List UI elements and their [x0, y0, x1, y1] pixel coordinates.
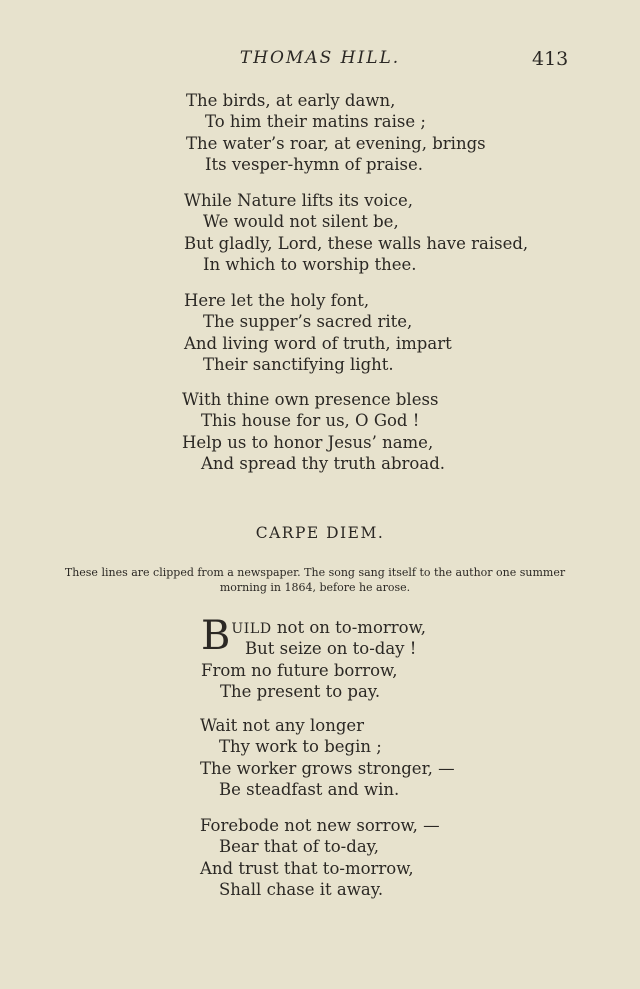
- small-caps-word: UILD: [231, 621, 272, 637]
- running-head: THOMAS HILL.: [239, 48, 401, 68]
- drop-cap: B: [201, 613, 231, 659]
- hymn-stanza-1: [186, 90, 486, 176]
- verse-line: Shall chase it away.: [219, 880, 384, 900]
- verse-line: From no future borrow,: [201, 660, 398, 680]
- carpe-stanza-1: [201, 613, 426, 703]
- verse-line: And living word of truth, impart: [184, 333, 452, 353]
- verse-line: The water’s roar, at evening, brings: [186, 133, 486, 153]
- verse-line: We would not silent be,: [203, 212, 399, 232]
- hymn-stanza-2: [184, 190, 528, 276]
- verse-line: The worker grows stronger, —: [200, 758, 455, 778]
- verse-line: The present to pay.: [220, 682, 381, 702]
- verse-line: Here let the holy font,: [184, 291, 370, 310]
- verse-line: But seize on to-day !: [245, 639, 417, 659]
- headnote-line: morning in 1864, before he arose.: [219, 581, 411, 594]
- verse-line: To him their matins raise ;: [205, 112, 426, 132]
- verse-line: Bear that of to-day,: [219, 837, 380, 857]
- verse-line: This house for us, O God !: [201, 411, 420, 431]
- verse-line: The birds, at early dawn,: [186, 91, 396, 110]
- carpe-stanza-2: [200, 715, 455, 801]
- verse-line: In which to worship thee.: [203, 255, 417, 275]
- verse-line: But gladly, Lord, these walls have raised,: [184, 233, 529, 253]
- verse-line: Thy work to begin ;: [219, 737, 382, 757]
- verse-line: Its vesper-hymn of praise.: [205, 155, 423, 175]
- hymn-stanza-3: [184, 290, 452, 376]
- hymn-stanza-4: [182, 389, 445, 475]
- carpe-stanza-3: [200, 815, 440, 901]
- verse-line: With thine own presence bless: [182, 390, 439, 409]
- verse-line: While Nature lifts its voice,: [184, 191, 413, 210]
- page-number: 413: [532, 48, 569, 70]
- verse-line: And trust that to-morrow,: [200, 858, 414, 878]
- headnote: [60, 565, 570, 595]
- verse-line: The supper’s sacred rite,: [203, 312, 413, 332]
- verse-line: Wait not any longer: [200, 716, 365, 735]
- verse-line: Be steadfast and win.: [219, 780, 400, 800]
- verse-line: Help us to honor Jesus’ name,: [182, 432, 434, 452]
- verse-line: Their sanctifying light.: [203, 355, 394, 375]
- verse-line: And spread thy truth abroad.: [201, 454, 446, 474]
- headnote-line: These lines are clipped from a newspaper. The song sang itself to the author one summer: [64, 566, 566, 579]
- verse-line-rest: not on to-morrow,: [271, 618, 426, 637]
- verse-line: Forebode not new sorrow, —: [200, 816, 440, 835]
- poem-title: CARPE DIEM.: [255, 524, 385, 542]
